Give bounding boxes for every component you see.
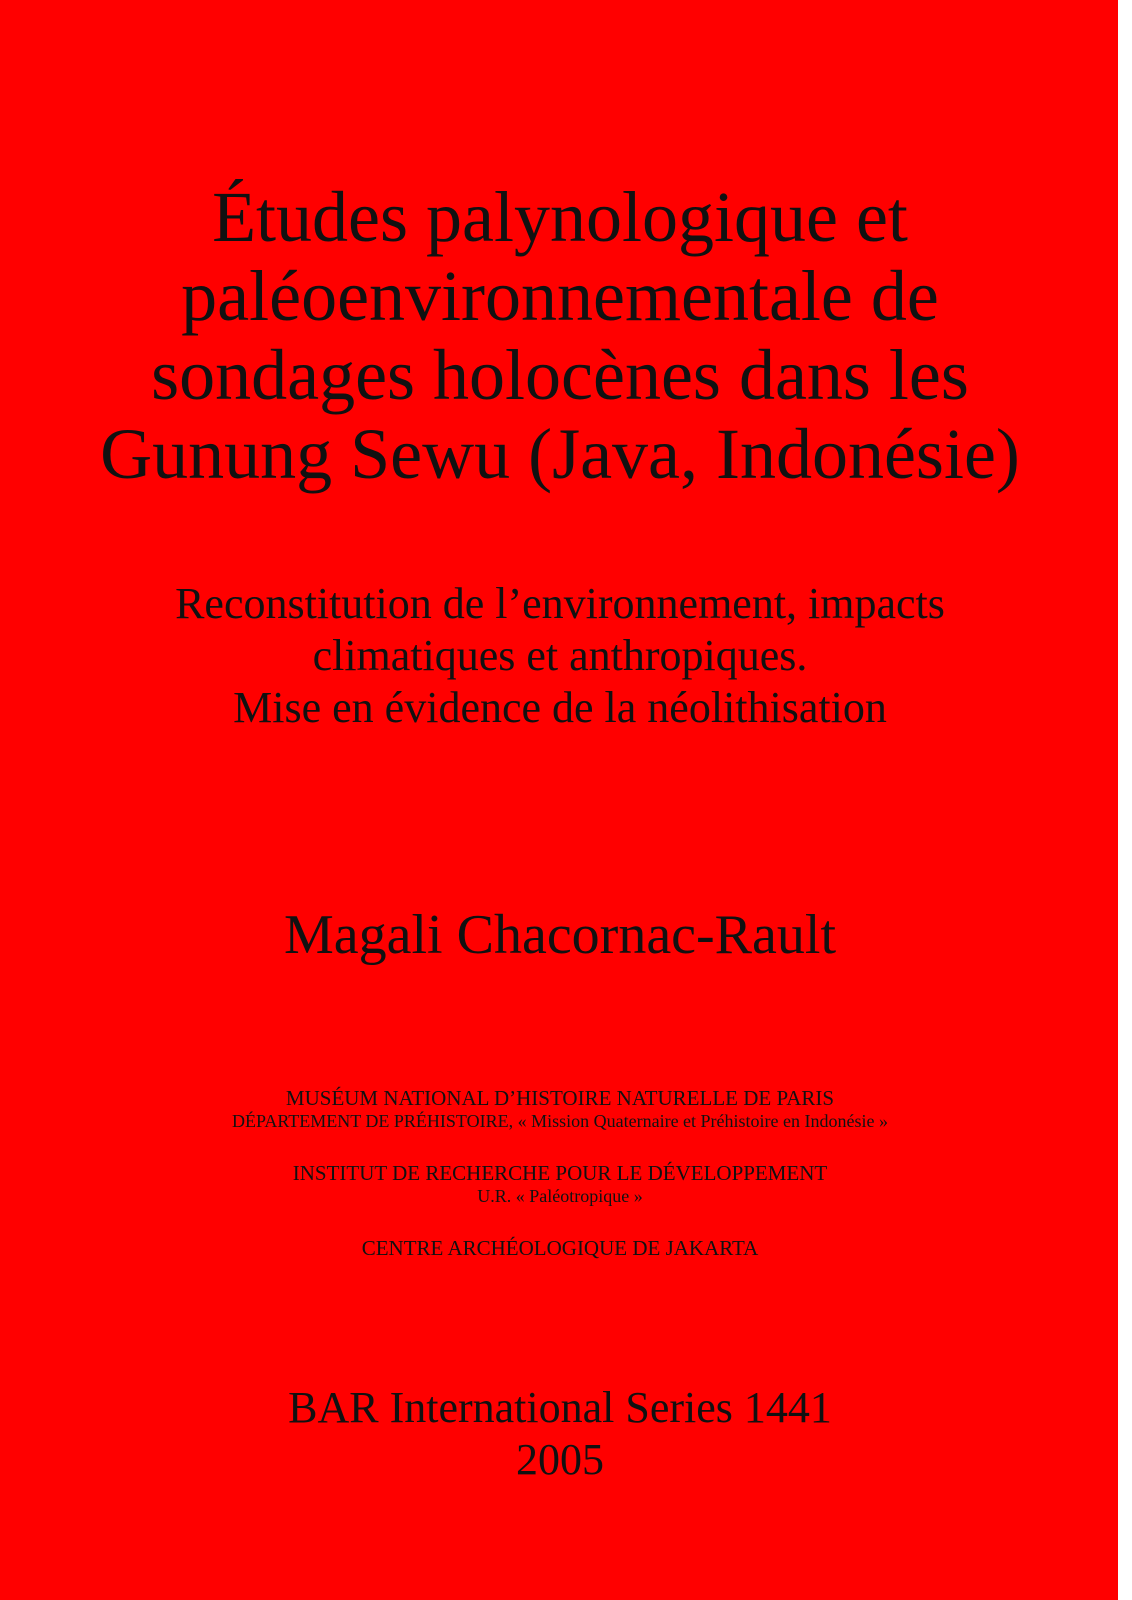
- institution-ird: [40, 1161, 1080, 1207]
- ird-unit: U.R. « Paléotropique »: [477, 1186, 643, 1206]
- title-line-3: sondages holocènes dans les: [151, 335, 969, 415]
- publication-year: 2005: [516, 1435, 604, 1484]
- book-subtitle: [40, 578, 1080, 734]
- author-name: Magali Chacornac-Rault: [283, 904, 836, 966]
- book-title: [40, 178, 1080, 494]
- title-line-1: Études palynologique et: [212, 177, 908, 257]
- series-info: [40, 1382, 1080, 1486]
- page-edge-strip: [1118, 0, 1132, 1600]
- title-line-4: Gunung Sewu (Java, Indonésie): [100, 414, 1020, 494]
- subtitle-line-2: climatiques et anthropiques.: [312, 631, 808, 680]
- mnhn-name: MUSÉUM NATIONAL D’HISTOIRE NATURELLE DE PARIS: [285, 1086, 835, 1110]
- title-line-2: paléoenvironnementale de: [181, 256, 939, 336]
- subtitle-line-1: Reconstitution de l’environnement, impacts: [175, 579, 945, 628]
- institution-caj: [40, 1236, 1080, 1260]
- mnhn-department: DÉPARTEMENT DE PRÉHISTOIRE, « Mission Quaternaire et Préhistoire en Indonésie »: [231, 1111, 888, 1131]
- series-name: BAR International Series 1441: [288, 1383, 832, 1432]
- subtitle-line-3: Mise en évidence de la néolithisation: [233, 683, 887, 732]
- ird-name: INSTITUT DE RECHERCHE POUR LE DÉVELOPPEMENT: [292, 1161, 828, 1185]
- institution-mnhn: [40, 1086, 1080, 1132]
- caj-name: CENTRE ARCHÉOLOGIQUE DE JAKARTA: [361, 1236, 759, 1260]
